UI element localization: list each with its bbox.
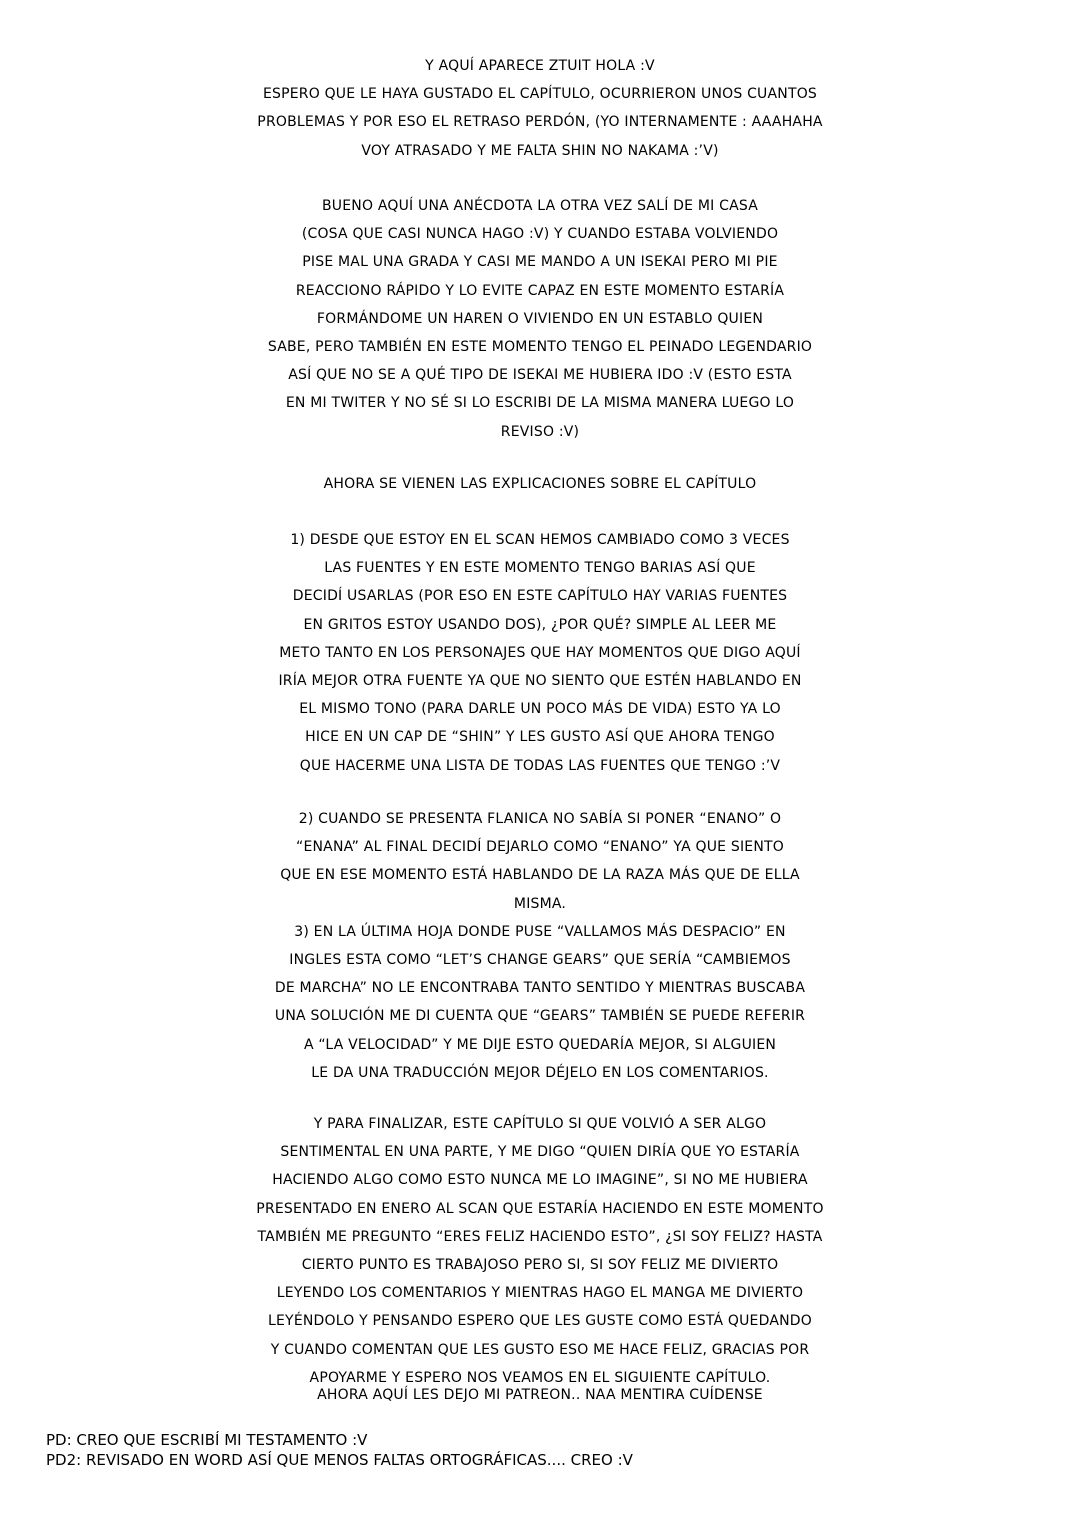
text-line: (COSA QUE CASI NUNCA HAGO :V) Y CUANDO ESTABA VOLVIENDO [301, 226, 779, 243]
text-line: A “LA VELOCIDAD” Y ME DIJE ESTO QUEDARÍA MEJOR, SI ALGUIEN [303, 1036, 777, 1053]
text-line: REVISO :V) [500, 423, 580, 440]
text-line: HACIENDO ALGO COMO ESTO NUNCA ME LO IMAGINE”, SI NO ME HUBIERA [272, 1172, 808, 1189]
text-line: ASÍ QUE NO SE A QUÉ TIPO DE ISEKAI ME HUBIERA IDO :V (ESTO ESTA [288, 367, 792, 384]
text-line: AHORA SE VIENEN LAS EXPLICACIONES SOBRE EL CAPÍTULO [323, 476, 757, 492]
text-line: DECIDÍ USARLAS (POR ESO EN ESTE CAPÍTULO HAY VARIAS FUENTES [292, 588, 788, 605]
text-line: HICE EN UN CAP DE “SHIN” Y LES GUSTO ASÍ QUE AHORA TENGO [305, 729, 775, 746]
text-line: UNA SOLUCIÓN ME DI CUENTA QUE “GEARS” TAMBIÉN SE PUEDE REFERIR [274, 1008, 806, 1025]
text-line: IRÍA MEJOR OTRA FUENTE YA QUE NO SIENTO QUE ESTÉN HABLANDO EN [278, 673, 802, 689]
text-line: MISMA. [513, 895, 567, 912]
text-line: EL MISMO TONO (PARA DARLE UN POCO MÁS DE VIDA) ESTO YA LO [299, 701, 781, 718]
text-line: LE DA UNA TRADUCCIÓN MEJOR DÉJELO EN LOS COMENTARIOS. [311, 1064, 769, 1081]
text-line: QUE HACERME UNA LISTA DE TODAS LAS FUENTES QUE TENGO :’V [299, 757, 781, 774]
postscript-line: PD: CREO QUE ESCRIBÍ MI TESTAMENTO :V [46, 1431, 368, 1449]
text-line: FORMÁNDOME UN HAREN O VIVIENDO EN UN ESTABLO QUIEN [316, 310, 764, 327]
text-line: EN MI TWITER Y NO SÉ SI LO ESCRIBI DE LA MISMA MANERA LUEGO LO [285, 395, 795, 412]
text-line: Y CUANDO COMENTAN QUE LES GUSTO ESO ME HACE FELIZ, GRACIAS POR [270, 1341, 810, 1358]
text-line: Y AQUÍ APARECE ZTUIT HOLA :V [425, 58, 655, 74]
text-line: LEYÉNDOLO Y PENSANDO ESPERO QUE LES GUSTE COMO ESTÁ QUEDANDO [268, 1313, 812, 1330]
text-line: VOY ATRASADO Y ME FALTA SHIN NO NAKAMA :’V) [361, 142, 719, 159]
text-line: “ENANA” AL FINAL DECIDÍ DEJARLO COMO “ENANO” YA QUE SIENTO [296, 839, 784, 856]
text-line: EN GRITOS ESTOY USANDO DOS), ¿POR QUÉ? SIMPLE AL LEER ME [303, 616, 777, 633]
text-line: PRESENTADO EN ENERO AL SCAN QUE ESTARÍA HACIENDO EN ESTE MOMENTO [256, 1200, 824, 1217]
text-line: REACCIONO RÁPIDO Y LO EVITE CAPAZ EN ESTE MOMENTO ESTARÍA [295, 282, 785, 299]
text-line: LAS FUENTES Y EN ESTE MOMENTO TENGO BARIAS ASÍ QUE [324, 560, 756, 577]
text-line: LEYENDO LOS COMENTARIOS Y MIENTRAS HAGO EL MANGA ME DIVIERTO [276, 1285, 804, 1302]
text-line: 1) DESDE QUE ESTOY EN EL SCAN HEMOS CAMBIADO COMO 3 VECES [290, 532, 790, 548]
text-line: BUENO AQUÍ UNA ANÉCDOTA LA OTRA VEZ SALÍ DE MI CASA [321, 198, 758, 214]
text-line: SABE, PERO TAMBIÉN EN ESTE MOMENTO TENGO EL PEINADO LEGENDARIO [267, 339, 813, 355]
text-line: APOYARME Y ESPERO NOS VEAMOS EN EL SIGUIENTE CAPÍTULO. [309, 1369, 771, 1386]
text-line: TAMBIÉN ME PREGUNTO “ERES FELIZ HACIENDO ESTO”, ¿SI SOY FELIZ? HASTA [257, 1228, 823, 1245]
text-line: Y PARA FINALIZAR, ESTE CAPÍTULO SI QUE VOLVIÓ A SER ALGO [313, 1116, 767, 1132]
text-line: 2) CUANDO SE PRESENTA FLANICA NO SABÍA SI PONER “ENANO” O [298, 811, 782, 827]
text-line: QUE EN ESE MOMENTO ESTÁ HABLANDO DE LA RAZA MÁS QUE DE ELLA [280, 867, 800, 884]
text-line: DE MARCHA” NO LE ENCONTRABA TANTO SENTIDO Y MIENTRAS BUSCABA [274, 980, 806, 997]
text-line: AHORA AQUÍ LES DEJO MI PATREON.. NAA MENTIRA CUÍDENSE [317, 1387, 763, 1403]
text-line: ESPERO QUE LE HAYA GUSTADO EL CAPÍTULO, OCURRIERON UNOS CUANTOS [262, 86, 818, 103]
text-line: PROBLEMAS Y POR ESO EL RETRASO PERDÓN, (YO INTERNAMENTE : AAAHAHA [257, 114, 823, 131]
text-line: METO TANTO EN LOS PERSONAJES QUE HAY MOMENTOS QUE DIGO AQUÍ [279, 644, 801, 661]
text-line: CIERTO PUNTO ES TRABAJOSO PERO SI, SI SOY FELIZ ME DIVIERTO [301, 1257, 779, 1273]
text-line: 3) EN LA ÚLTIMA HOJA DONDE PUSE “VALLAMOS MÁS DESPACIO” EN [294, 923, 786, 940]
text-line: SENTIMENTAL EN UNA PARTE, Y ME DIGO “QUIEN DIRÍA QUE YO ESTARÍA [280, 1144, 800, 1161]
postscript-line: PD2: REVISADO EN WORD ASÍ QUE MENOS FALTAS ORTOGRÁFICAS.... CREO :V [46, 1451, 633, 1469]
text-line: PISE MAL UNA GRADA Y CASI ME MANDO A UN ISEKAI PERO MI PIE [302, 254, 778, 271]
text-line: INGLES ESTA COMO “LET’S CHANGE GEARS” QUE SERÍA “CAMBIEMOS [289, 952, 791, 968]
